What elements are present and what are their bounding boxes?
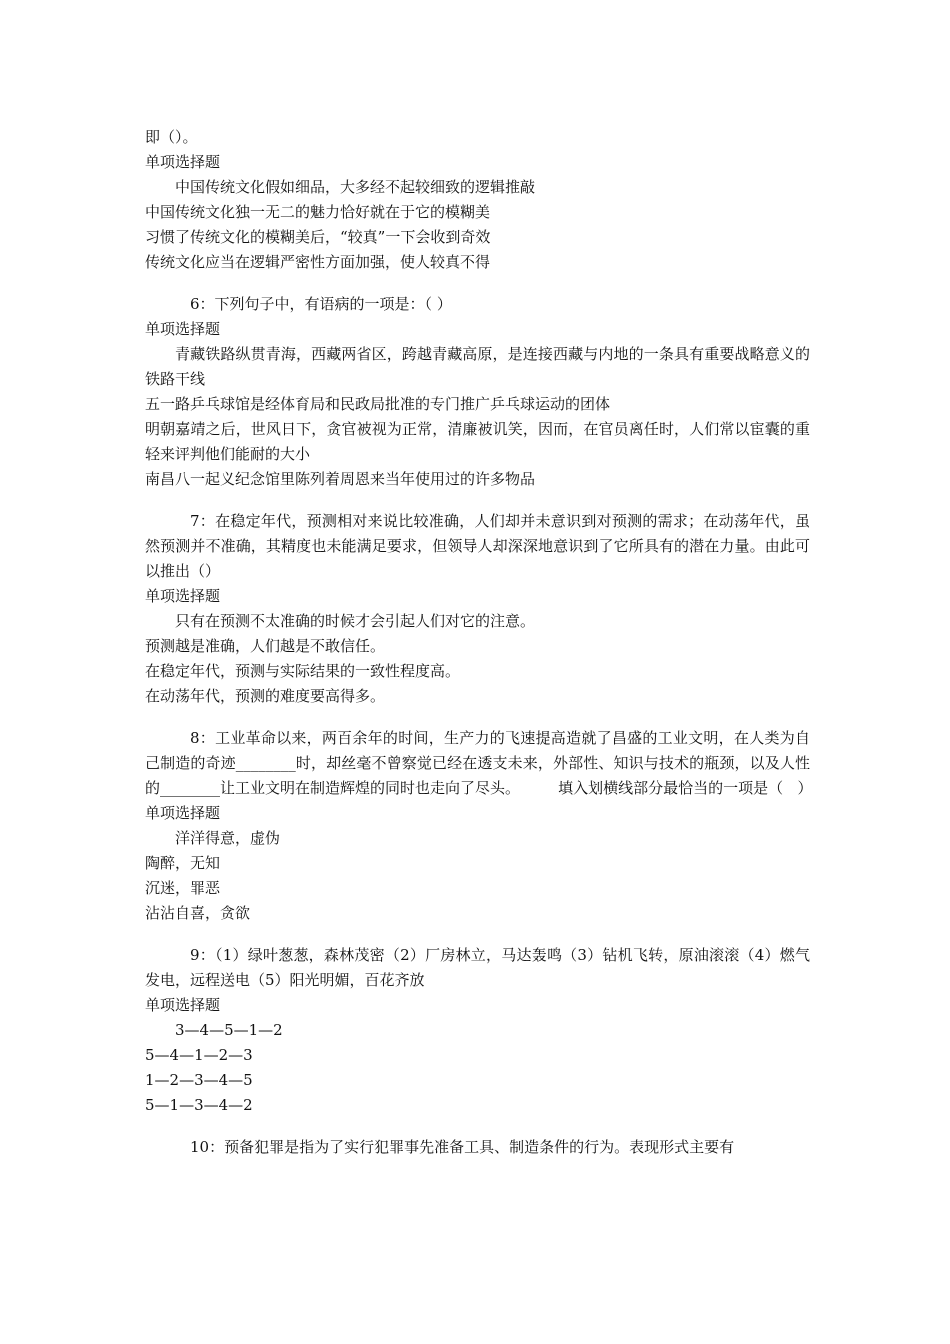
question-6-option-b: 五一路乒乓球馆是经体育局和民政局批准的专门推广乒乓球运动的团体 xyxy=(145,395,611,413)
question-8-option-b: 陶醉，无知 xyxy=(145,854,221,872)
question-8-option-d: 沾沾自喜，贪欲 xyxy=(145,904,251,922)
question-9-option-d: 5—1—3—4—2 xyxy=(145,1096,253,1114)
question-9-option-b: 5—4—1—2—3 xyxy=(145,1046,253,1064)
question-6-type-label: 单项选择题 xyxy=(145,320,221,338)
question-6-option-d: 南昌八一起义纪念馆里陈列着周恩来当年使用过的许多物品 xyxy=(145,470,536,488)
question-8-type-label: 单项选择题 xyxy=(145,804,221,822)
question-6-stem: 6：下列句子中，有语病的一项是：（ ） xyxy=(190,295,452,313)
option-d: 传统文化应当在逻辑严密性方面加强，使人较真不得 xyxy=(145,253,491,271)
question-7-option-d: 在动荡年代，预测的难度要高得多。 xyxy=(145,687,386,705)
question-8-option-c: 沉迷，罪恶 xyxy=(145,879,221,897)
question-7-option-b: 预测越是准确，人们越是不敢信任。 xyxy=(145,637,386,655)
question-6-option-c: 明朝嘉靖之后，世风日下，贪官被视为正常，清廉被讥笑，因而，在官员离任时，人们常以宦囊的重轻来评判他们能耐的大小 xyxy=(145,420,810,463)
question-7-type-label: 单项选择题 xyxy=(145,587,221,605)
question-10-stem: 10：预备犯罪是指为了实行犯罪事先准备工具、制造条件的行为。表现形式主要有 xyxy=(190,1138,735,1156)
option-c: 习惯了传统文化的模糊美后，“较真”一下会收到奇效 xyxy=(145,228,491,246)
option-a: 中国传统文化假如细品，大多经不起较细致的逻辑推敲 xyxy=(175,178,536,196)
question-7-option-c: 在稳定年代，预测与实际结果的一致性程度高。 xyxy=(145,662,461,680)
question-6-option-a: 青藏铁路纵贯青海，西藏两省区，跨越青藏高原，是连接西藏与内地的一条具有重要战略意义的铁路干线 xyxy=(145,345,810,388)
question-type-label: 单项选择题 xyxy=(145,153,221,171)
question-stem-tail: 即（）。 xyxy=(145,128,198,146)
question-9-stem: 9：（1）绿叶葱葱，森林茂密（2）厂房林立，马达轰鸣（3）钻机飞转，原油滚滚（4）燃气发电，远程送电（5）阳光明媚，百花齐放 xyxy=(145,946,810,989)
question-8-stem: 8：工业革命以来，两百余年的时间，生产力的飞速提高造就了昌盛的工业文明，在人类为自己制造的奇迹________时，却丝毫不曾察觉已经在透支未来，外部性、知识与技术的瓶颈，以及人性的________让工业文明在制造辉煌的同时也走向了尽头。 填入划横线部分最恰当的一项是（ ） xyxy=(145,729,813,797)
document-content xyxy=(145,125,813,1160)
question-8-option-a: 洋洋得意，虚伪 xyxy=(175,829,281,847)
question-9-type-label: 单项选择题 xyxy=(145,996,221,1014)
option-b: 中国传统文化独一无二的魅力恰好就在于它的模糊美 xyxy=(145,203,491,221)
question-7-stem: 7：在稳定年代，预测相对来说比较准确，人们却并未意识到对预测的需求；在动荡年代，虽然预测并不准确，其精度也未能满足要求，但领导人却深深地意识到了它所具有的潜在力量。由此可以推出（） xyxy=(145,512,810,580)
question-9-option-c: 1—2—3—4—5 xyxy=(145,1071,253,1089)
question-7-option-a: 只有在预测不太准确的时候才会引起人们对它的注意。 xyxy=(175,612,536,630)
question-9-option-a: 3—4—5—1—2 xyxy=(175,1021,283,1039)
